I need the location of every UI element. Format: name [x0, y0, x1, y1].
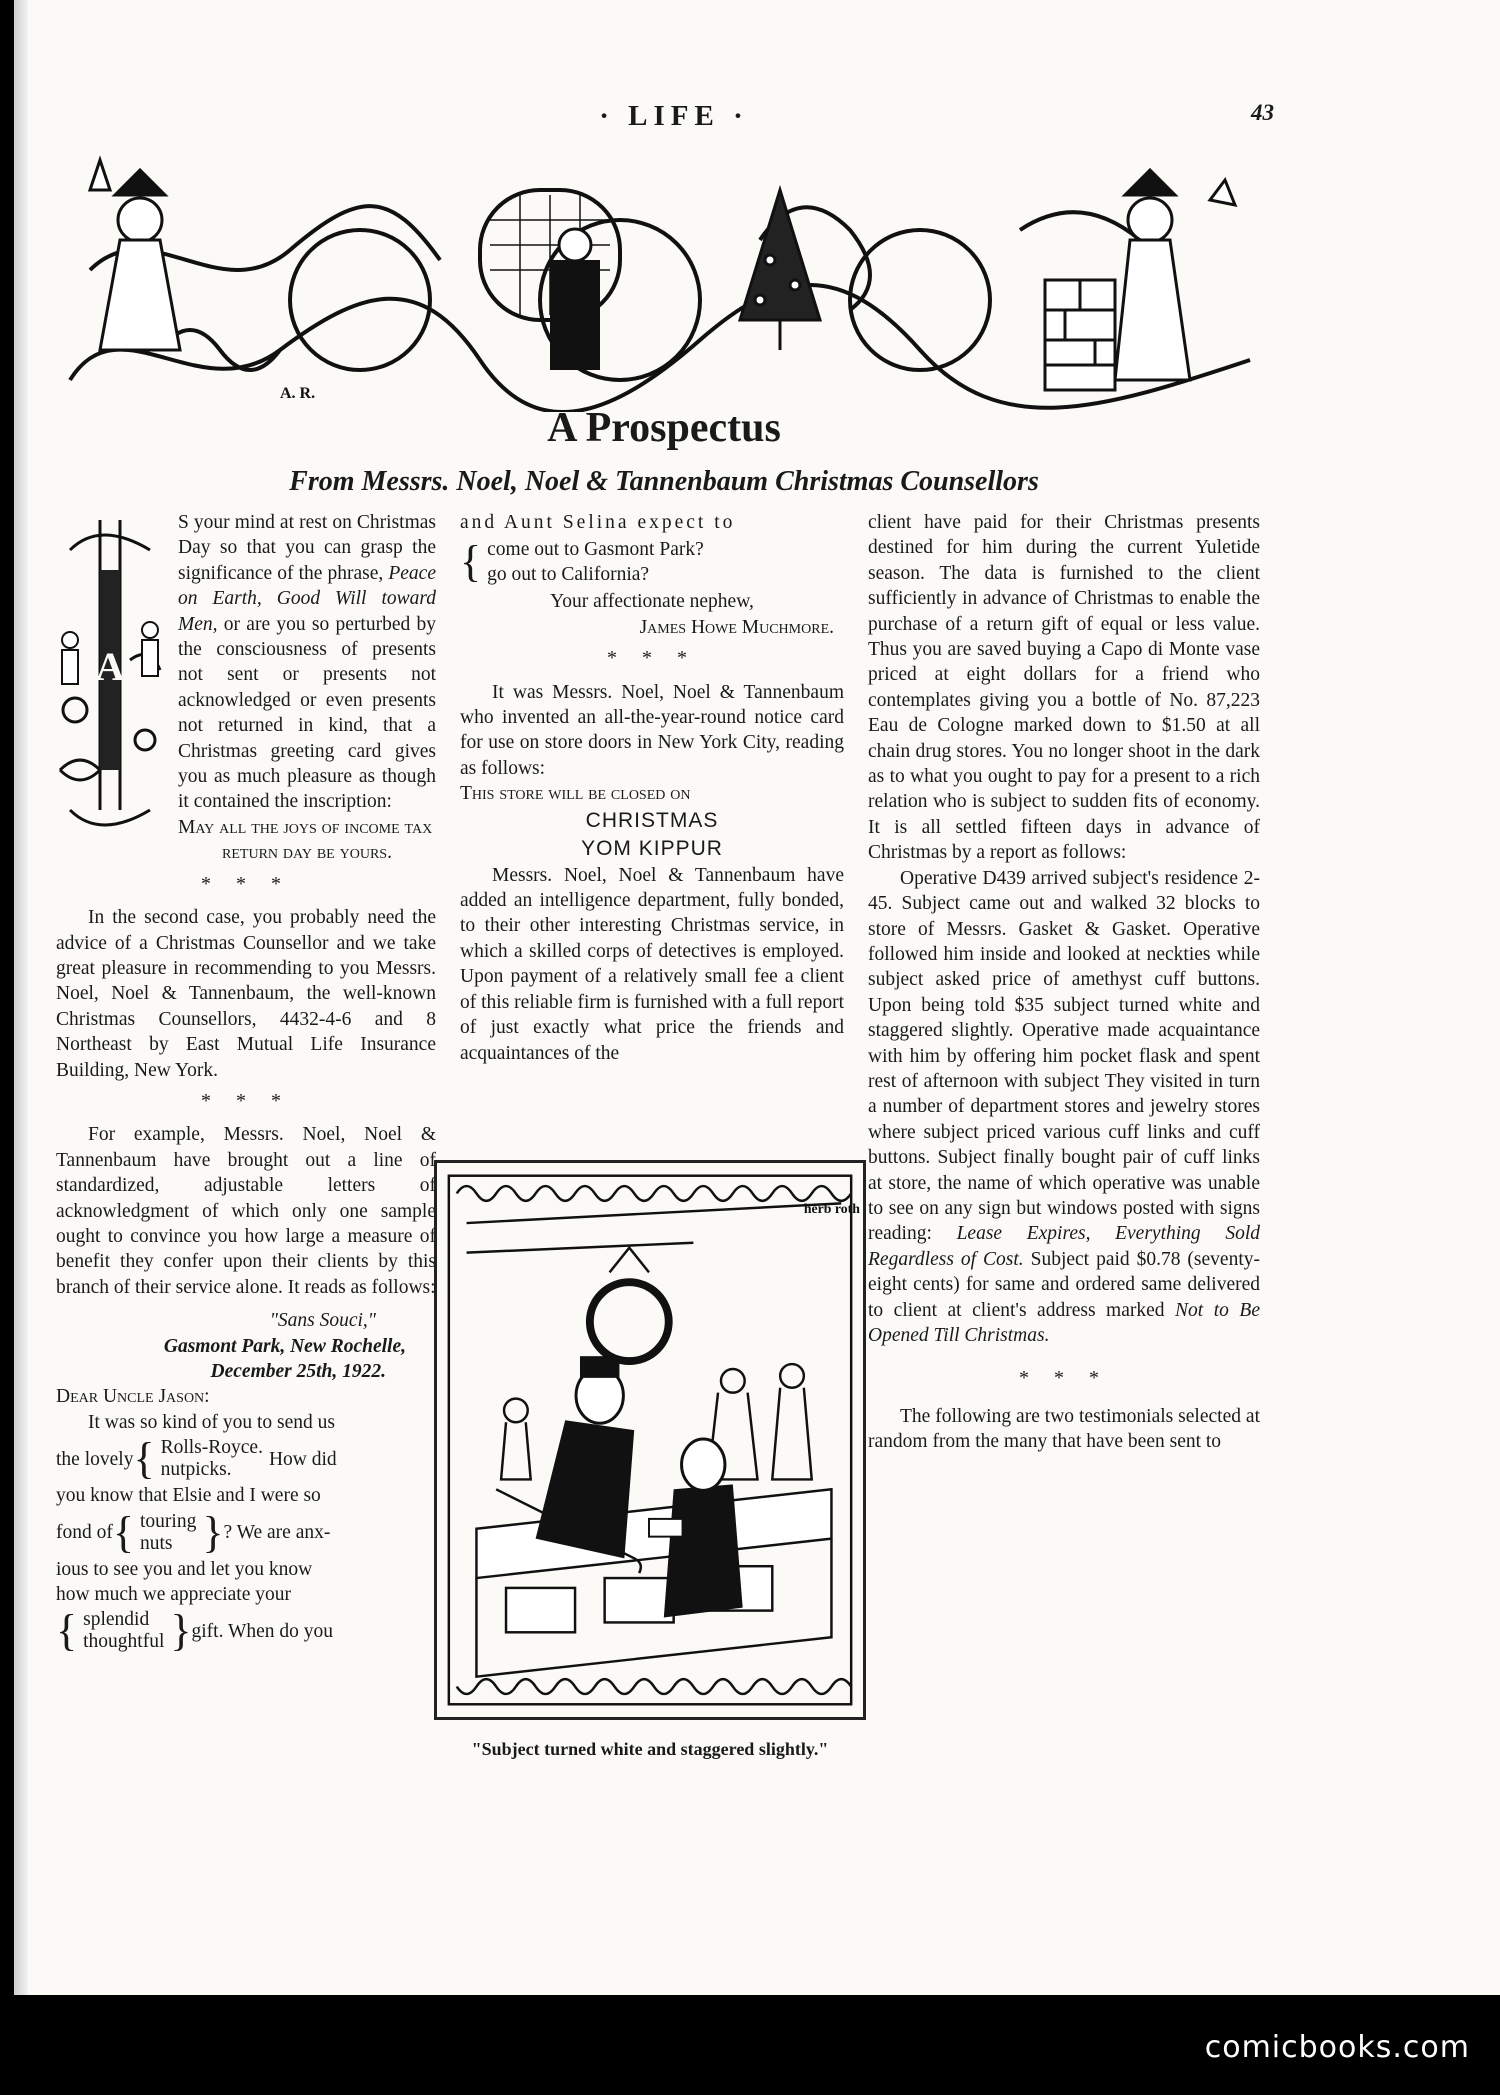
col1-paragraph-1: S your mind at rest on Christmas Day so that you can grasp the significance of the phrase,	[178, 512, 436, 584]
letter-choice-gift: the lovely { Rolls-Royce. nutpicks. How did	[56, 1434, 337, 1484]
notice-holiday-2: YOM KIPPUR	[581, 836, 723, 860]
section-divider-stars: * * *	[201, 1089, 291, 1112]
col3-paragraph-3: The following are two testimonials selected at random from the many that have been sent to	[868, 1405, 1260, 1453]
col3-paragraph-1: client have paid for their Christmas presents destined for him during the current Yuletide season. The data is furnished to the client sufficiently in advance of Christmas to enable the purchase of a return gift of equal or less value. Thus you are saved buying a Capo di Monte vase priced at eight dollars for a friend who contemplates giving you a bottle of No. 87,223 Eau de Cologne marked down to $1.50 at all chain drug stores. You no longer shoot in the dark as to what you ought to pay for a present to a rich relation who is subject to sudden fits of economy. It is all settled fifteen days in advance of Christmas by a report as follows:	[868, 512, 1260, 864]
operative-report: Operative D439 arrived subject's residence 2-45. Subject came out and walked 32 blocks to store of Messrs. Gasket & Gasket. Operative followed him inside and looked at neckties while subject asked price of amethyst cuff buttons. Upon being told $35 subject turned white and staggered slightly. Operative made acquaintance with him by offering him pocket flask and spent rest of afternoon with subject They visited in turn a number of department stores and jewelry stores where subject priced various cuff links and cuff buttons. Subject finally bought pair of cuff links at store, the name of which operative was unable to see on any sign but windows posted with signs reading: Lease Expires, Everything Sold Regardless of Cost. Subject paid $0.78 (seventy-eight cents) for same and ordered same delivered to client at client's address marked Not to Be Opened Till Christmas.	[868, 867, 1260, 1346]
letter-signature: James Howe Muchmore.	[639, 616, 834, 638]
christmas-tree	[740, 190, 820, 350]
choice-option: go out to California?	[487, 564, 650, 586]
drop-cap-letter: A	[95, 644, 125, 689]
illustration-caption: "Subject turned white and staggered slightly."	[471, 1739, 829, 1759]
package-label-emphasis: Not to Be Opened Till Christmas.	[868, 1299, 1260, 1346]
site-watermark: comicbooks.com	[1204, 2030, 1470, 2065]
col1-paragraph-3: For example, Messrs. Noel, Noel & Tannenbaum have brought out a line of standardized, adjustable letters of acknowledgment of which only one sample ought to convince you how large a measure of benefit they confer upon their clients by this branch of their service alone. It reads as follows:	[56, 1124, 436, 1298]
running-head: · LIFE ·	[599, 100, 749, 132]
col1-emphasis-peace: Peace on Earth, Good Will toward Men,	[178, 562, 436, 635]
santa-right-figure	[1115, 170, 1235, 380]
choice-option: nuts	[140, 1532, 173, 1554]
letter-choice-destination: { come out to Gasmont Park? go out to California?	[460, 537, 704, 587]
letter-address-2: Gasmont Park, New Rochelle,	[163, 1335, 406, 1357]
christmas-banner-illustration	[60, 150, 1260, 412]
letter-closing: Your affectionate nephew,	[550, 591, 754, 613]
letter-line-3: you know that Elsie and I were so	[56, 1485, 321, 1507]
page-gutter	[14, 0, 28, 1995]
inscription-line-1: May all the joys of income tax	[178, 816, 433, 838]
decorative-drop-cap	[50, 510, 168, 842]
choice-option: come out to Gasmont Park?	[487, 539, 704, 561]
notice-holiday-1: CHRISTMAS	[585, 808, 719, 832]
letter-salutation: Dear Uncle Jason:	[56, 1386, 210, 1408]
chimney	[1045, 280, 1115, 390]
article-title: A Prospectus	[547, 405, 781, 451]
inscription-line-2: return day be yours.	[222, 842, 392, 864]
butler-figure	[550, 260, 600, 370]
column-3	[868, 510, 1260, 1455]
section-divider-stars: * * *	[201, 872, 291, 895]
letter-choice-fondness: fond of { touring nuts } ? We are anx-	[56, 1507, 331, 1557]
col2-paragraph-2: Messrs. Noel, Noel & Tannenbaum have added an intelligence department, fully bonded, to their other interesting Christmas service, in which a skilled corps of detectives is employed. Upon payment of a relatively small fee a client of this reliable firm is furnished with a full report of just exactly what price the friends and acquaintances of the	[460, 864, 844, 1064]
col1-paragraph-1-end: or are you so perturbed by the consciousness of presents not sent or presents not acknowledged or even presents not returned in kind, that a Christmas greeting card gives you as much pleasure as though it contained the inscription:	[178, 613, 436, 813]
letter-line-continued: and Aunt Selina expect to	[460, 512, 736, 533]
letter-line-1: It was so kind of you to send us	[88, 1411, 335, 1433]
col1-paragraph-2: In the second case, you probably need the advice of a Christmas Counsellor and we take great pleasure in recommending to you Messrs. Noel, Noel & Tannenbaum, the well-known Christmas Counsellors, 4432-4-6 and 8 Northeast by East Mutual Life Insurance Building, New York.	[56, 907, 436, 1081]
store-counter-illustration	[434, 1160, 866, 1720]
banner-signature: A. R.	[280, 385, 316, 402]
customer-figure	[536, 1356, 635, 1558]
letter-line-5: ious to see you and let you know	[56, 1558, 313, 1580]
section-divider-stars: * * *	[607, 647, 697, 670]
notice-card-text: This store will be closed on	[460, 783, 691, 805]
choice-option: Rolls-Royce.	[160, 1437, 263, 1459]
col2-paragraph-1: It was Messrs. Noel, Noel & Tannenbaum who invented an all-the-year-round notice card for use on store doors in New York City, reading as follows:	[460, 681, 844, 779]
wreath	[590, 1282, 669, 1361]
column-1	[56, 510, 436, 1655]
choice-option: splendid	[83, 1609, 150, 1631]
letter-address-1: "Sans Souci,"	[269, 1310, 376, 1332]
article-subtitle: From Messrs. Noel, Noel & Tannenbaum Christmas Counsellors	[289, 466, 1039, 497]
choice-option: nutpicks.	[160, 1459, 232, 1481]
choice-option: thoughtful	[83, 1631, 165, 1653]
page-number: 43	[1251, 100, 1274, 125]
sign-text-emphasis: Lease Expires, Everything Sold Regardless of Cost.	[868, 1223, 1260, 1270]
column-2	[460, 510, 844, 1066]
choice-option: touring	[140, 1510, 197, 1532]
letter-line-6: how much we appreciate your	[56, 1584, 291, 1606]
section-divider-stars: * * *	[1019, 1367, 1109, 1390]
magazine-page	[14, 0, 1500, 1995]
letter-date: December 25th, 1922.	[210, 1361, 386, 1382]
letter-choice-adjective: { splendid thoughtful } gift. When do you	[56, 1606, 334, 1656]
illustration-signature: herb roth	[803, 1201, 860, 1217]
